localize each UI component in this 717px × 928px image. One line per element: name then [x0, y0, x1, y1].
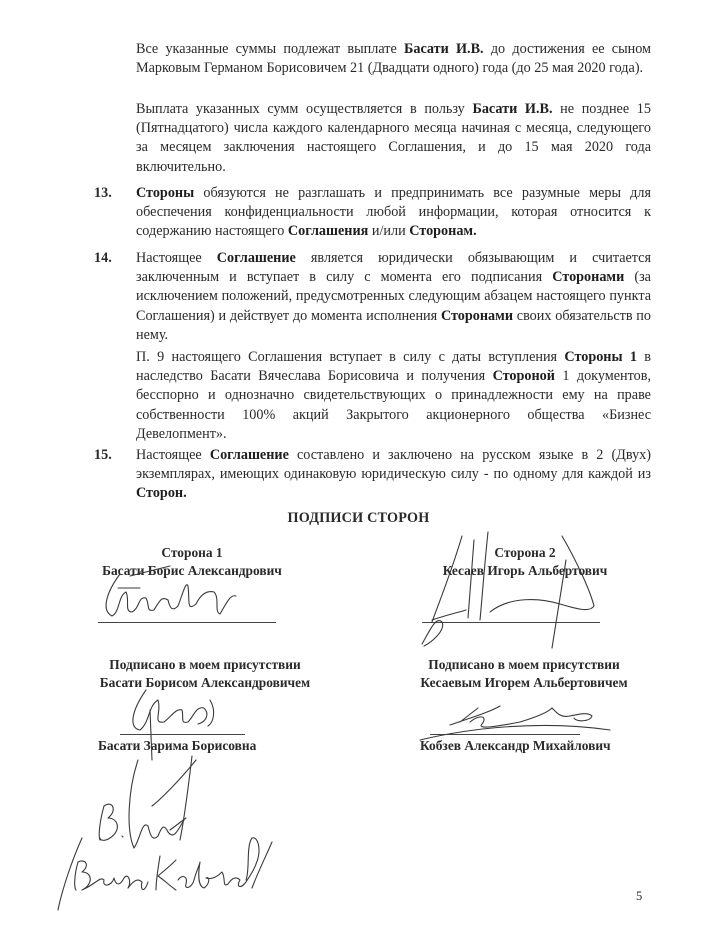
party-2-name: Кесаев Игорь Альбертович [442, 563, 608, 578]
clause-14-text [136, 249, 651, 345]
party-2-block [410, 544, 640, 580]
text: и/или [368, 223, 410, 240]
handwritten-name-stroke [58, 838, 82, 910]
bold-text: Сторонами [440, 307, 513, 324]
witness-1-signed-for: Басати Борисом Александровичем [99, 675, 311, 690]
text: (за исключением положений, предусмотренных следующим абзацем настоящего пункта Соглашения) и действует до момента исполнения [136, 269, 651, 324]
party-2-signature-line [422, 622, 600, 623]
bold-text: Сторон. [136, 485, 187, 502]
bold-text: Стороной [492, 368, 555, 385]
bold-text: Басати И.В. [403, 41, 484, 57]
handwritten-initials-stroke [99, 804, 117, 840]
handwritten-initials-stroke [152, 756, 196, 840]
bold-text: Соглашения [287, 223, 369, 240]
handwritten-initials-stroke [129, 760, 184, 848]
handwritten-initials-stroke [122, 836, 123, 837]
bold-text: Стороны 1 [564, 349, 637, 365]
text: Настоящее [136, 447, 210, 463]
bold-text: Сторонами [552, 269, 625, 286]
bold-text: Соглашение [209, 447, 289, 463]
witness-2-signed-for: Кесаевым Игорем Альбертовичем [420, 675, 628, 690]
text: своих обязательств по нему. [136, 307, 651, 343]
party-1-label: Сторона 1 [161, 545, 223, 560]
party-2-signature-stroke [490, 600, 594, 612]
party-1-signature-stroke [106, 574, 236, 616]
handwritten-name-stroke [252, 842, 272, 888]
bold-text: Соглашение [216, 250, 296, 266]
clause-14-subparagraph [136, 348, 651, 444]
witness-2-signature-line [430, 734, 580, 735]
bold-text: Басати И.В. [472, 101, 553, 117]
witness-1-signature-stroke [208, 700, 214, 726]
witness-2-signature-stroke [450, 706, 592, 727]
party-2-signature-stroke [422, 621, 443, 646]
text: не позднее 15 (Пятнадцатого) числа каждого календарного месяца начиная с месяца, следующего за месяцем заключения настоящего Соглашения, и до 15 мая 2020 года включительно. [136, 101, 651, 175]
text: составлено и заключено на русском языке в 2 (Двух) экземплярах, имеющих одинаковую юридическую силу - по одному для каждой из [136, 447, 651, 483]
witness-1-block [90, 656, 320, 692]
handwritten-name-stroke [156, 838, 259, 890]
text: Все указанные суммы подлежат выплате [136, 41, 404, 57]
party-1-signature-line [98, 622, 276, 623]
bold-text: Стороны [136, 185, 195, 201]
clause-number-14: 14. [94, 250, 112, 266]
text: П. 9 настоящего Соглашения вступает в силу с даты вступления [136, 349, 565, 365]
clause-number-13: 13. [94, 185, 112, 201]
witness-1-name: Басати Зарима Борисовна [98, 738, 257, 753]
party-1-block [92, 544, 292, 580]
witness-1-signature-stroke [133, 690, 207, 730]
witness-1-caption: Подписано в моем присутствии [109, 657, 301, 672]
intro-paragraph-payment-term [136, 40, 651, 78]
handwritten-name-stroke [75, 861, 148, 890]
witness-1-signature-line [120, 734, 245, 735]
party-2-label: Сторона 2 [494, 545, 556, 560]
text: Выплата указанных сумм осуществляется в пользу [136, 101, 473, 117]
party-2-signature-stroke [432, 610, 466, 620]
witness-2-caption: Подписано в моем присутствии [428, 657, 620, 672]
party-1-name: Басати Борис Александрович [102, 563, 282, 578]
clause-13-text [136, 184, 651, 242]
clause-number-15: 15. [94, 447, 112, 463]
clause-15-text [136, 446, 651, 504]
text: до достижения ее сыном Марковым Германом Борисовичем 21 (Двадцати одного) года (до 25 мая 2020 года). [136, 41, 652, 77]
text: Настоящее [136, 250, 217, 266]
text: 1 документов, бесспорно и однозначно свидетельствующих о принадлежности ему на праве собственности 100% акций Закрытого акционерного общества «Бизнес Девелопмент». [136, 368, 651, 442]
signatures-heading: ПОДПИСИ СТОРОН [287, 510, 430, 526]
text: является юридически обязывающим и считается заключенным и вступает в силу с момента его подписания [136, 250, 651, 286]
text: в наследство Басати Вячеслава Борисовича и получения [136, 349, 651, 385]
intro-paragraph-payment-schedule [136, 100, 651, 177]
witness-2-name: Кобзев Александр Михайлович [420, 738, 611, 753]
witness-2-block [404, 656, 644, 692]
page-number: 5 [636, 889, 643, 903]
text: обязуются не разглашать и предпринимать все разумные меры для обеспечения конфиденциальности любой информации, которая относится к содержанию настоящего [136, 185, 651, 240]
bold-text: Сторонам. [409, 223, 477, 240]
